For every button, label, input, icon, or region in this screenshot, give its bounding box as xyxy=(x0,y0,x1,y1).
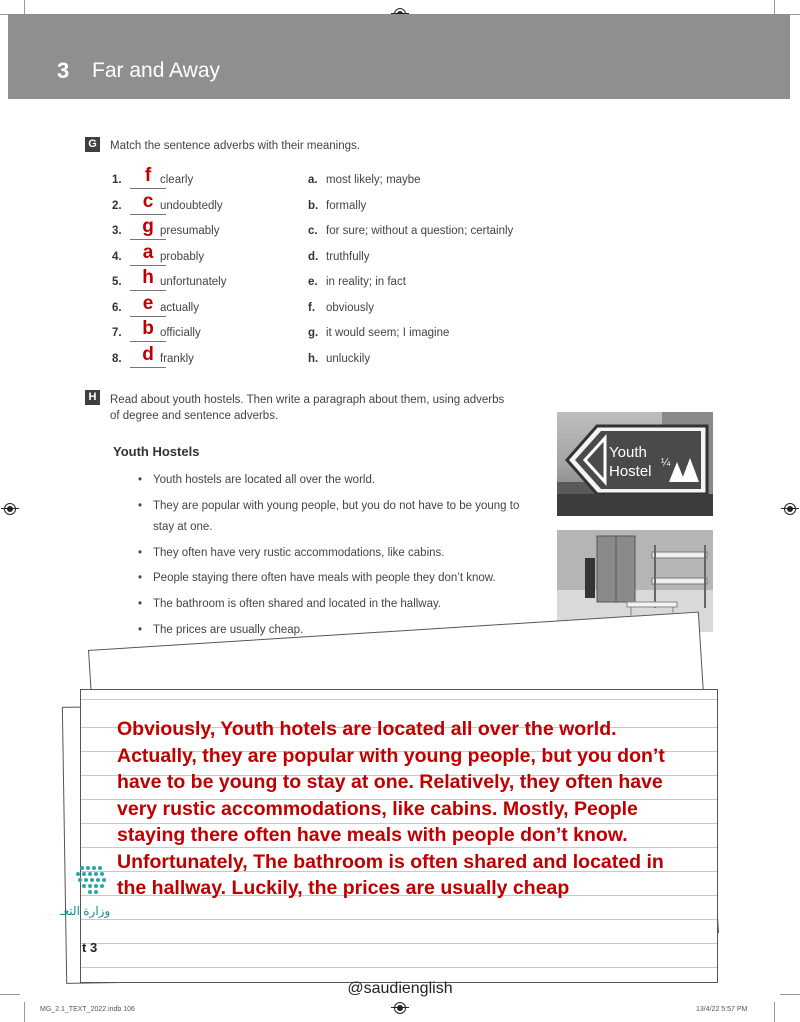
meaning-letter: e. xyxy=(308,276,318,288)
meaning-letter: b. xyxy=(308,199,319,212)
meaning-item xyxy=(308,276,548,294)
bullet-item xyxy=(138,496,533,538)
section-g-badge: G xyxy=(85,137,100,152)
meaning-letter: a. xyxy=(308,174,318,186)
meaning-item xyxy=(308,302,548,320)
print-slug-right: 13/4/22 5:57 PM xyxy=(696,1006,748,1013)
sign-text-hostel: Hostel xyxy=(609,463,652,480)
item-number: 4. xyxy=(112,250,122,263)
meaning-item xyxy=(308,327,548,345)
ministry-logo-icon xyxy=(60,862,120,907)
section-h-badge: H xyxy=(85,390,100,405)
answer-letter: c xyxy=(142,190,154,212)
bullet-item xyxy=(138,543,538,564)
adverb-item xyxy=(112,343,292,371)
adverb-item xyxy=(112,190,292,218)
meaning-letter: d. xyxy=(308,250,319,263)
registration-mark-icon xyxy=(4,503,16,515)
adverb-item xyxy=(112,241,292,269)
bullet-text: • People staying there often have meals with people they don’t know. xyxy=(153,572,496,584)
meaning-item xyxy=(308,353,548,371)
item-number: 6. xyxy=(112,301,122,314)
meaning-item xyxy=(308,251,548,269)
bullet-item xyxy=(138,568,538,589)
hostels-heading: Youth Hostels xyxy=(113,444,200,459)
crop-mark xyxy=(774,1002,775,1022)
youth-hostel-sign-photo xyxy=(557,412,713,516)
bullet-text: • Youth hostels are located all over the world. xyxy=(153,474,376,486)
item-number: 7. xyxy=(112,327,122,339)
crop-mark xyxy=(774,0,775,14)
meaning-letter: g. xyxy=(308,327,319,339)
meaning-text: unluckily xyxy=(326,352,371,365)
adverb-word: presumably xyxy=(160,225,220,237)
bullet-text: • The bathroom is often shared and located in the hallway. xyxy=(153,598,442,610)
meaning-item xyxy=(308,200,548,218)
watermark-handle: @saudienglish xyxy=(347,980,453,997)
adverb-item xyxy=(112,267,292,294)
crop-mark xyxy=(24,0,25,14)
answer-letter: g xyxy=(142,216,154,237)
section-g-instruction: Match the sentence adverbs with their meanings. xyxy=(110,140,360,152)
adverb-word: officially xyxy=(160,327,201,339)
sign-illustration xyxy=(557,412,713,516)
bullet-text: • The prices are usually cheap. xyxy=(153,624,304,636)
adverb-item xyxy=(112,216,292,243)
answer-paragraph: Obviously, Youth hotels are located all over the world. Actually, they are popular with young people, but you don’t have to be young to stay at one. Relatively, they often have very rustic accommodations, like cabins. Mostly, People staying there often have meals with people don’t know. Unfortunately, The bathroom is often shared and located in the hallway. Luckily, the prices are usually cheap xyxy=(117,718,665,899)
bullet-item xyxy=(138,594,538,615)
meaning-text: truthfully xyxy=(326,250,370,263)
meaning-text: formally xyxy=(326,199,367,212)
meaning-text: it would seem; I imagine xyxy=(326,327,450,339)
adverb-item xyxy=(112,318,292,345)
header-band xyxy=(8,14,790,99)
meaning-item xyxy=(308,225,548,243)
item-number: 2. xyxy=(112,199,122,212)
item-number: 1. xyxy=(112,174,122,186)
adverb-word: frankly xyxy=(160,352,194,365)
instruction-line: Read about youth hostels. Then write a paragraph about them, using adverbs xyxy=(110,394,505,406)
answer-letter: h xyxy=(142,267,154,288)
unit-number: 3 xyxy=(57,58,70,83)
registration-mark-icon xyxy=(784,503,796,515)
item-number: 5. xyxy=(112,276,122,288)
adverb-word: clearly xyxy=(160,174,194,186)
adverb-word: actually xyxy=(160,301,199,314)
instruction-line: of degree and sentence adverbs. xyxy=(110,410,279,422)
adverb-item xyxy=(112,292,292,320)
item-number: 3. xyxy=(112,225,122,237)
answer-letter: b xyxy=(142,318,154,339)
ministry-logo-text: وزارة التعـ xyxy=(60,904,111,918)
meaning-text: most likely; maybe xyxy=(326,174,421,186)
registration-mark-icon xyxy=(394,1002,406,1014)
adverb-word: undoubtedly xyxy=(160,199,223,212)
bullet-text: • They are popular with young people, but you do not have to be young to stay at one. xyxy=(153,500,520,533)
print-slug-left: MG_2.1_TEXT_2022.indb 106 xyxy=(40,1006,135,1013)
meaning-letter: c. xyxy=(308,225,318,237)
meaning-text: obviously xyxy=(326,301,374,314)
sign-text-youth: Youth xyxy=(609,444,647,461)
section-h-instruction xyxy=(110,392,504,424)
bullet-text: • They often have very rustic accommodations, like cabins. xyxy=(153,547,445,559)
bullet-item xyxy=(138,470,538,491)
unit-footer-label: t 3 xyxy=(82,940,98,955)
meaning-text: in reality; in fact xyxy=(326,276,406,288)
answer-letter: d xyxy=(142,343,154,365)
adverb-item xyxy=(112,165,292,192)
adverb-word: probably xyxy=(160,250,205,263)
sign-distance: ¼ xyxy=(661,457,671,469)
answer-letter: a xyxy=(142,241,154,263)
crop-mark xyxy=(24,1002,25,1022)
answer-letter: e xyxy=(142,292,154,314)
adverb-word: unfortunately xyxy=(160,276,227,288)
answer-letter: f xyxy=(144,165,152,186)
item-number: 8. xyxy=(112,352,122,365)
meaning-item xyxy=(308,174,548,192)
meaning-letter: h. xyxy=(308,352,319,365)
meaning-letter: f. xyxy=(308,301,316,314)
meaning-text: for sure; without a question; certainly xyxy=(326,225,514,237)
unit-title: Far and Away xyxy=(92,59,221,82)
